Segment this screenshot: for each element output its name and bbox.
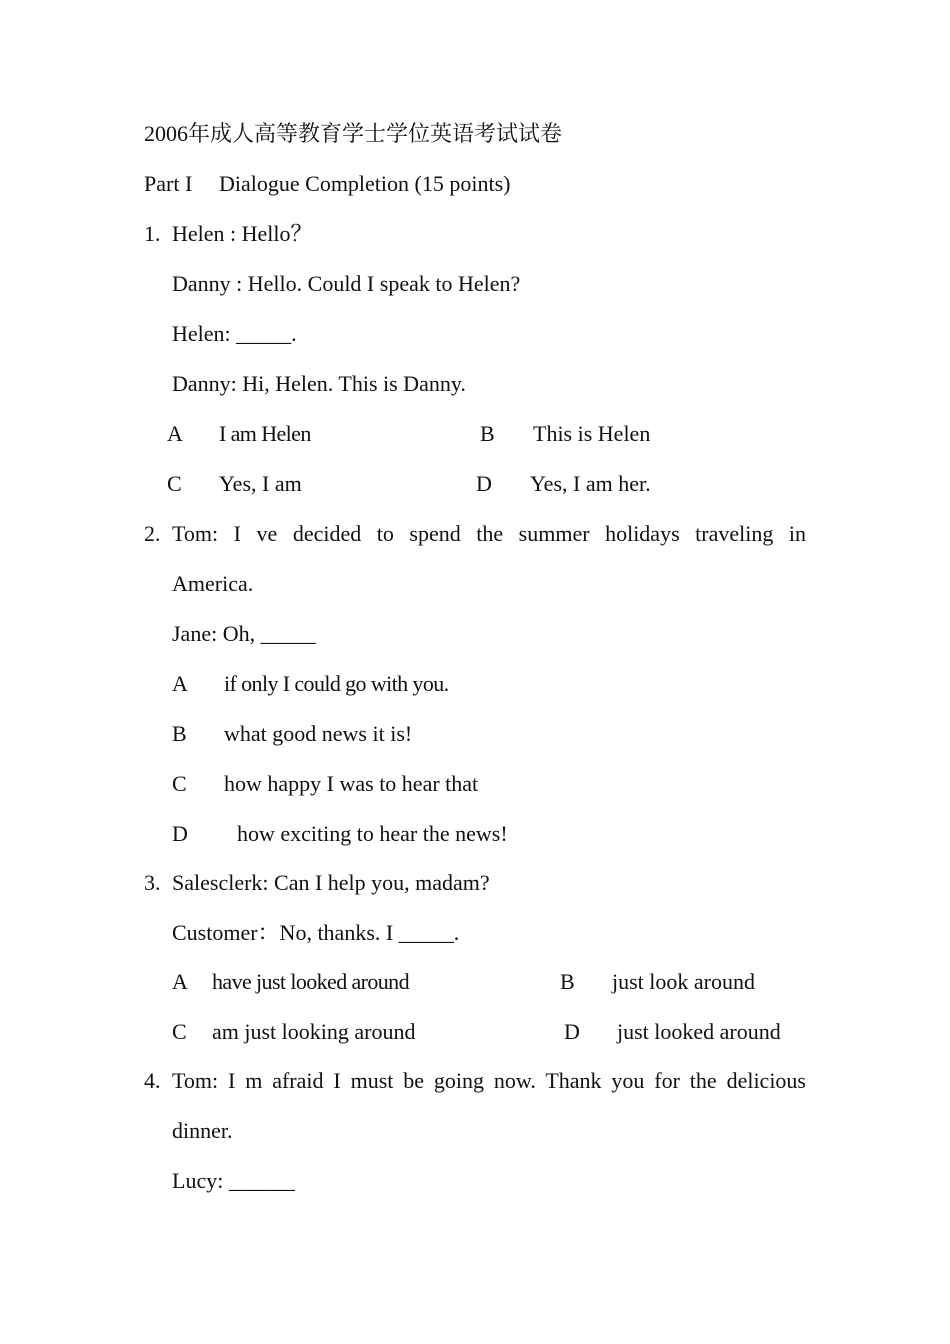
question-2-option-b-letter: B (172, 721, 187, 746)
question-2-option-a-text: if only I could go with you. (224, 671, 449, 696)
question-3-option-d-letter: D (564, 1019, 580, 1044)
question-1-option-a-letter: A (167, 421, 183, 446)
question-3-option-c-letter: C (172, 1019, 187, 1044)
document-title: 2006年成人高等教育学士学位英语考试试卷 (144, 121, 563, 146)
question-3-number: 3. (144, 870, 161, 895)
question-3-option-a-letter: A (172, 969, 188, 994)
question-2-line-2: America. (172, 571, 254, 596)
part-heading: Dialogue Completion (15 points) (219, 171, 511, 196)
question-1-option-b-text: This is Helen (533, 421, 651, 446)
question-1-line-2: Danny : Hello. Could I speak to Helen? (172, 271, 521, 296)
question-1-option-d-text: Yes, I am her. (530, 471, 651, 496)
question-1-number: 1. (144, 221, 161, 246)
question-3-option-c-text: am just looking around (212, 1019, 416, 1044)
question-1-option-a-text: I am Helen (219, 421, 311, 446)
question-2-option-c-text: how happy I was to hear that (224, 771, 479, 796)
question-2-option-b-text: what good news it is! (224, 721, 413, 746)
question-2-option-a-letter: A (172, 671, 188, 696)
question-4-number: 4. (144, 1068, 161, 1093)
question-1-option-c-text: Yes, I am (219, 471, 302, 496)
question-2-line-3: Jane: Oh, _____ (172, 621, 316, 646)
question-1-option-d-letter: D (476, 471, 492, 496)
question-2-option-d-letter: D (172, 821, 188, 846)
question-2-option-c-letter: C (172, 771, 187, 796)
question-4-line-2: dinner. (172, 1118, 233, 1143)
question-1-option-c-letter: C (167, 471, 182, 496)
question-2-number: 2. (144, 521, 161, 546)
question-2-option-d-text: how exciting to hear the news! (237, 821, 508, 846)
question-4-line-1: Tom: I m afraid I must be going now. Thank you for the delicious (172, 1068, 806, 1093)
question-3-line-1: Salesclerk: Can I help you, madam? (172, 870, 490, 895)
question-3-option-d-text: just looked around (617, 1019, 781, 1044)
question-3-line-2: Customer：No, thanks. I _____. (172, 920, 460, 945)
question-1-line-3: Helen: _____. (172, 321, 297, 346)
question-3-option-b-text: just look around (612, 969, 755, 994)
question-2-line-1: Tom: I ve decided to spend the summer holidays traveling in (172, 521, 806, 546)
question-1-line-4: Danny: Hi, Helen. This is Danny. (172, 371, 466, 396)
part-label: Part I (144, 171, 193, 196)
question-1-option-b-letter: B (480, 421, 495, 446)
question-4-line-3: Lucy: ______ (172, 1168, 295, 1193)
question-3-option-a-text: have just looked around (212, 969, 409, 994)
question-3-option-b-letter: B (560, 969, 575, 994)
question-1-line-1: Helen : Hello？ (172, 221, 313, 246)
